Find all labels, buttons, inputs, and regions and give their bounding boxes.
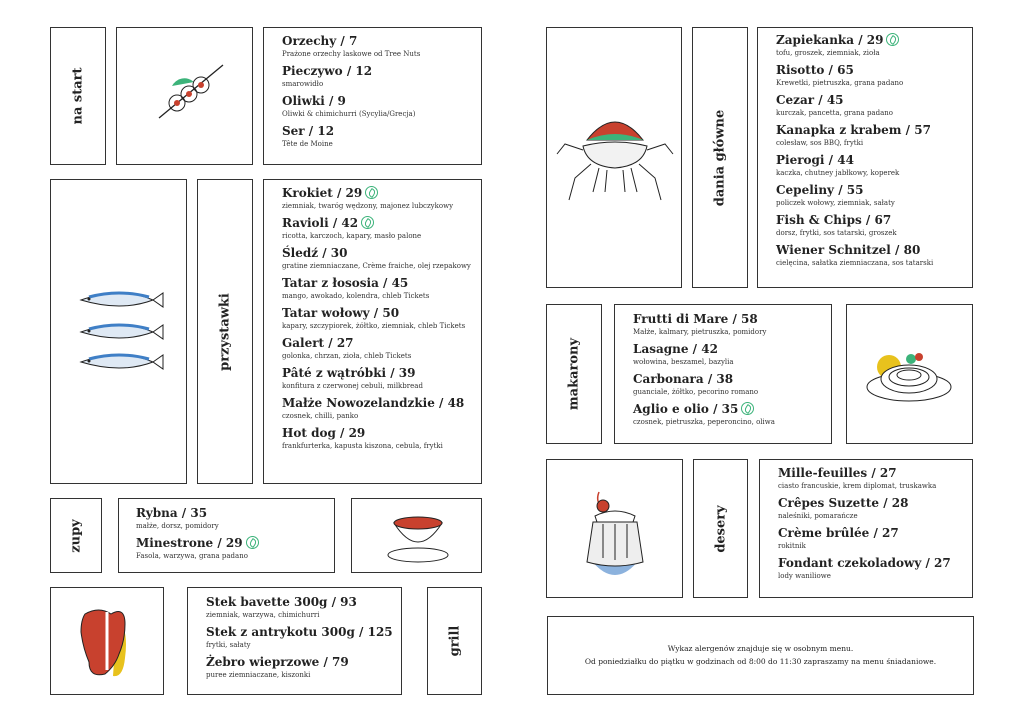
pasta-plate-icon [847, 305, 974, 445]
dish-description: kaczka, chutney jabłkowy, koperek [776, 169, 900, 177]
dessert-illustration-box [546, 459, 683, 598]
grill-menu-box [187, 587, 402, 695]
przystawki-title: przystawki [217, 292, 233, 371]
grill-items [206, 595, 393, 685]
makarony-title: makarony [566, 337, 582, 411]
dish-name [282, 94, 420, 109]
dish-name-text: Hot dog / 29 [282, 426, 366, 440]
menu-item [282, 186, 471, 211]
menu-item [776, 63, 933, 88]
dish-description: frytki, sałaty [206, 641, 251, 649]
dish-name-text: Frutti di Mare / 58 [633, 312, 758, 326]
dish-name [282, 186, 471, 201]
dish-name [776, 183, 933, 198]
przystawki-menu-box [263, 179, 482, 484]
menu-item [282, 94, 420, 119]
dish-name-text: Tatar wołowy / 50 [282, 306, 400, 320]
dish-name [282, 124, 420, 139]
dish-name [136, 536, 259, 551]
menu-item [282, 124, 420, 149]
menu-item [282, 306, 471, 331]
breakfast-note: Od poniedziałku do piątku w godzinach od 8:00 do 11:30 zapraszamy na menu śniadaniowe. [584, 657, 937, 666]
dish-name [282, 306, 471, 321]
dish-name-text: Krokiet / 29 [282, 186, 363, 200]
dish-name [778, 526, 951, 541]
dish-name [206, 595, 393, 610]
dish-name-text: Małże Nowozelandzkie / 48 [282, 396, 465, 410]
menu-item [776, 213, 933, 238]
dish-name [776, 243, 933, 258]
soup-bowl-icon [352, 499, 483, 574]
dish-name [776, 123, 933, 138]
menu-item [633, 402, 775, 427]
dish-name [282, 34, 420, 49]
dish-name [776, 33, 933, 48]
pasta-illustration-box [846, 304, 973, 444]
dish-description: Małże, kalmary, pietruszka, pomidory [633, 328, 767, 336]
dish-description: rokitnik [778, 542, 806, 550]
crab-sandwich-icon [547, 28, 683, 289]
dish-description: Krewetki, pietruszka, grana padano [776, 79, 904, 87]
dish-description: ricotta, karczoch, kapary, masło palone [282, 232, 422, 240]
menu-item [282, 366, 471, 391]
section-label-przystawki [197, 179, 253, 484]
dish-name [778, 556, 951, 571]
dish-name [776, 213, 933, 228]
dish-description: małże, dorsz, pomidory [136, 522, 219, 530]
allergen-note: Wykaz alergenów znajduje się w osobnym menu. [667, 644, 854, 653]
dish-description: Prażone orzechy laskowe od Tree Nuts [282, 50, 421, 58]
section-label-zupy [50, 498, 102, 573]
dish-name [776, 153, 933, 168]
menu-item [136, 506, 259, 531]
dish-name-text: Oliwki / 9 [282, 94, 346, 108]
dish-name-text: Rybna / 35 [136, 506, 208, 520]
dish-description: golonka, chrzan, zioła, chleb Tickets [282, 352, 412, 360]
dania-glowne-items [776, 33, 933, 273]
na-start-menu-box [263, 27, 482, 165]
dish-name [282, 276, 471, 291]
grill-title: grill [447, 625, 462, 657]
section-label-desery [693, 459, 748, 598]
dish-description: konfitura z czerwonej cebuli, milkbread [282, 382, 423, 390]
dish-name-text: Lasagne / 42 [633, 342, 718, 356]
dish-name-text: Wiener Schnitzel / 80 [776, 243, 921, 257]
zupy-title: zupy [68, 518, 84, 553]
menu-item [778, 496, 951, 521]
dish-description: kapary, szczypiorek, żółtko, ziemniak, chleb Tickets [282, 322, 466, 330]
makarony-items [633, 312, 775, 432]
crab-illustration-box [546, 27, 682, 288]
dish-name-text: Ser / 12 [282, 124, 335, 138]
menu-item [776, 93, 933, 118]
dish-description: wołowina, beszamel, bazylia [633, 358, 734, 366]
menu-item [776, 123, 933, 148]
desery-menu-box [759, 459, 973, 598]
dish-description: czosnek, chilli, panko [282, 412, 359, 420]
t-bone-steak-icon [51, 588, 165, 696]
dish-name-text: Cezar / 45 [776, 93, 844, 107]
steak-illustration-box [50, 587, 164, 695]
dish-name [633, 312, 775, 327]
dish-name-text: Fish & Chips / 67 [776, 213, 892, 227]
dish-name-text: Ravioli / 42 [282, 216, 359, 230]
olive-skewer-icon [117, 28, 254, 166]
vegetarian-leaf-icon [741, 402, 754, 415]
dish-description: smarowidło [282, 80, 324, 88]
soup-illustration-box [351, 498, 482, 573]
dish-description: Oliwki & chimichurri (Sycylia/Grecja) [282, 110, 416, 118]
section-label-na-start [50, 27, 106, 165]
menu-item [282, 396, 471, 421]
menu-item [206, 625, 393, 650]
dish-description: mango, awokado, kolendra, chleb Tickets [282, 292, 430, 300]
jelly-dessert-icon [547, 460, 684, 599]
dish-name-text: Kanapka z krabem / 57 [776, 123, 931, 137]
dish-description: guanciale, żółtko, pecorino romano [633, 388, 759, 396]
dish-name [633, 402, 775, 417]
section-label-makarony [546, 304, 602, 444]
dish-name [282, 216, 471, 231]
menu-item [282, 276, 471, 301]
vegetarian-leaf-icon [361, 216, 374, 229]
desery-items [778, 466, 951, 586]
menu-item [778, 556, 951, 581]
menu-item [633, 312, 775, 337]
menu-item [776, 243, 933, 268]
dish-name-text: Cepeliny / 55 [776, 183, 864, 197]
menu-item [206, 595, 393, 620]
dish-description: policzek wołowy, ziemniak, sałaty [776, 199, 895, 207]
dish-name-text: Aglio e olio / 35 [633, 402, 739, 416]
info-text [548, 642, 973, 668]
dish-description: puree ziemniaczane, kiszonki [206, 671, 311, 679]
makarony-menu-box [614, 304, 832, 444]
dish-name [778, 466, 951, 481]
dish-description: czosnek, pietruszka, peperoncino, oliwa [633, 418, 775, 426]
dish-name [206, 655, 393, 670]
dish-name-text: Mille-feuilles / 27 [778, 466, 897, 480]
sardines-illustration-box [50, 179, 187, 484]
dish-name-text: Galert / 27 [282, 336, 354, 350]
menu-item [282, 246, 471, 271]
menu-item [778, 466, 951, 491]
dish-name-text: Stek z antrykotu 300g / 125 [206, 625, 393, 639]
info-box [547, 616, 974, 695]
dish-name [776, 63, 933, 78]
przystawki-items [282, 186, 471, 456]
dish-description: ziemniak, twaróg wędzony, majonez lubczykowy [282, 202, 454, 210]
menu-item [282, 34, 420, 59]
dish-name [282, 426, 471, 441]
dish-description: gratine ziemniaczane, Crème fraiche, olej rzepakowy [282, 262, 471, 270]
section-label-grill [427, 587, 482, 695]
dish-name [633, 372, 775, 387]
dish-name-text: Minestrone / 29 [136, 536, 243, 550]
dish-name [778, 496, 951, 511]
dish-description: naleśniki, pomarańcze [778, 512, 858, 520]
dish-name-text: Zapiekanka / 29 [776, 33, 884, 47]
dish-name [282, 336, 471, 351]
menu-item [282, 64, 420, 89]
zupy-items [136, 506, 259, 566]
na-start-title: na start [70, 67, 86, 125]
vegetarian-leaf-icon [886, 33, 899, 46]
dish-name [136, 506, 259, 521]
section-label-dania-glowne [692, 27, 748, 288]
dish-description: frankfurterka, kapusta kiszona, cebula, frytki [282, 442, 443, 450]
dish-description: cielęcina, sałatka ziemniaczana, sos tatarski [776, 259, 934, 267]
dish-name [633, 342, 775, 357]
sardines-icon [51, 180, 188, 485]
dish-name-text: Crème brûlée / 27 [778, 526, 899, 540]
dish-description: ciasto francuskie, krem diplomat, truskawka [778, 482, 937, 490]
dish-name-text: Pierogi / 44 [776, 153, 854, 167]
menu-item [282, 426, 471, 451]
dish-description: lody waniliowe [778, 572, 831, 580]
menu-item [282, 336, 471, 361]
menu-item [778, 526, 951, 551]
menu-item [206, 655, 393, 680]
dish-name-text: Pieczywo / 12 [282, 64, 373, 78]
vegetarian-leaf-icon [365, 186, 378, 199]
dish-name-text: Fondant czekoladowy / 27 [778, 556, 951, 570]
menu-item [633, 342, 775, 367]
menu-item [776, 153, 933, 178]
dish-name [282, 64, 420, 79]
dish-description: ziemniak, warzywa, chimichurri [206, 611, 320, 619]
menu-item [282, 216, 471, 241]
dania-glowne-title: dania główne [712, 109, 728, 206]
menu-item [776, 183, 933, 208]
dish-name-text: Orzechy / 7 [282, 34, 358, 48]
dish-name-text: Stek bavette 300g / 93 [206, 595, 357, 609]
dania-glowne-menu-box [757, 27, 973, 288]
dish-description: kurczak, pancetta, grana padano [776, 109, 893, 117]
dish-name-text: Żebro wieprzowe / 79 [206, 655, 349, 669]
dish-name-text: Tatar z łososia / 45 [282, 276, 409, 290]
dish-description: dorsz, frytki, sos tatarski, groszek [776, 229, 897, 237]
zupy-menu-box [118, 498, 335, 573]
dish-name-text: Risotto / 65 [776, 63, 854, 77]
dish-name [282, 396, 471, 411]
menu-item [136, 536, 259, 561]
dish-description: tofu, groszek, ziemniak, zioła [776, 49, 880, 57]
olives-illustration-box [116, 27, 253, 165]
desery-title: desery [713, 504, 728, 553]
dish-description: Tête de Moine [282, 140, 333, 148]
dish-name-text: Carbonara / 38 [633, 372, 734, 386]
dish-name [282, 246, 471, 261]
dish-description: colesław, sos BBQ, frytki [776, 139, 864, 147]
dish-name [206, 625, 393, 640]
dish-name-text: Śledź / 30 [282, 246, 348, 260]
menu-item [776, 33, 933, 58]
dish-name [776, 93, 933, 108]
vegetarian-leaf-icon [246, 536, 259, 549]
dish-name-text: Pâté z wątróbki / 39 [282, 366, 416, 380]
menu-item [633, 372, 775, 397]
dish-name [282, 366, 471, 381]
dish-description: Fasola, warzywa, grana padano [136, 552, 248, 560]
dish-name-text: Crêpes Suzette / 28 [778, 496, 909, 510]
na-start-items [282, 34, 420, 154]
